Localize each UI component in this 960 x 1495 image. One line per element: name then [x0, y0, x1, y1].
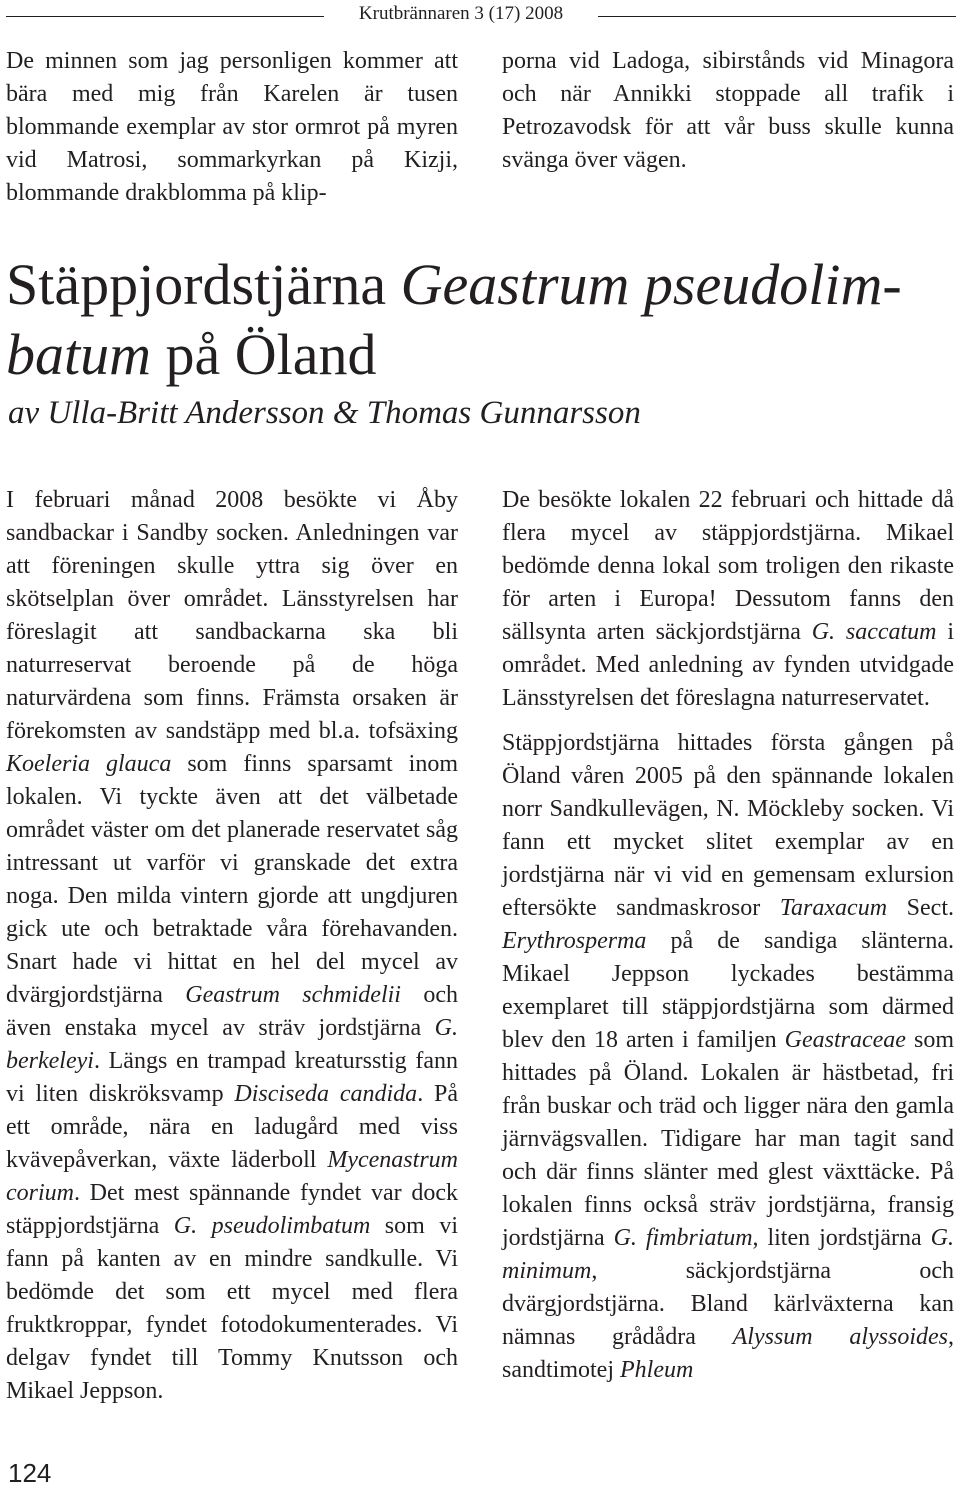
species-name: Taraxacum [779, 895, 888, 921]
article-column-right [502, 484, 954, 1387]
title-scientific-name-part-2: batum [6, 322, 151, 387]
species-name: Erythrosperma [502, 928, 647, 954]
header-rule-right [598, 16, 956, 17]
text-run: som vi fann på kanten av en mindre sandkulle. Vi bedömde det som ett mycel med flera fruktkroppar, fyndet fotodokumenterades. Vi delgav fyndet till Tommy Knutsson och Mikael Jeppson. [6, 1213, 458, 1404]
text-run: i området. Med anledning av fynden utvidgade Länsstyrelsen det föreslagna naturreservatet. [502, 619, 955, 711]
header-rule-left [6, 16, 324, 17]
article-byline: av Ulla-Britt Andersson & Thomas Gunnarsson [8, 395, 641, 431]
title-common-name: Stäppjordstjärna [6, 252, 401, 317]
text-run: som finns sparsamt inom lokalen. Vi tyckte även att det välbetade området väster om det planerade reservatet såg intressant ut varför vi granskade det extra noga. Den milda vintern gjorde att ungdjuren gick ute och betraktade våra förehavanden. Snart hade vi hittat en hel del mycel av dvärgjordstjärna [6, 751, 459, 1008]
species-name: Alyssum alyssoides [732, 1324, 948, 1350]
species-name: Phleum [619, 1357, 694, 1383]
species-name: G. minimum [502, 1225, 954, 1284]
previous-article-paragraph-right: porna vid Ladoga, sibirstånds vid Minagora och när Annikki stoppade all trafik i Petrozavodsk för att vår buss skulle kunna svänga över vägen. [502, 48, 954, 173]
species-name: Disciseda candida [234, 1081, 418, 1107]
text-run: . Längs en trampad kreatursstig fann vi liten diskröksvamp [6, 1048, 458, 1107]
text-run: , liten jordstjärna [752, 1225, 931, 1251]
text-run: Sect. [887, 895, 955, 921]
text-run: I februari månad 2008 besökte vi Åby sandbackar i Sandby socken. Anledningen var att föreningen skulle yttra sig över en skötselplan över området. Länsstyrelsen har föreslagit att sandbackarna ska bli naturreservat beroende på de höga naturvärdena som finns. Främsta orsaken är förekomsten av sandstäpp med bl.a. tofsäxing [6, 487, 458, 744]
text-run: . På ett område, nära en ladugård med viss kvävepåverkan, växte läderboll [6, 1081, 458, 1173]
text-run: och även enstaka mycel av sträv jordstjärna [6, 982, 459, 1041]
article-paragraph-2 [502, 484, 954, 715]
text-run: på de sandiga slänterna. Mikael Jeppson lyckades bestämma exemplaret till stäppjordstjärna som därmed blev den 18 arten i familjen [502, 928, 954, 1053]
text-run: som hittades på Öland. Lokalen är hästbetad, fri från buskar och träd och ligger nära den gamla järnvägsvallen. Tidigare har man tagit sand och där finns slänter med glest växttäcke. På lokalen finns också sträv jordstjärna, fransig jordstjärna [502, 1027, 954, 1251]
article-title [6, 250, 956, 390]
previous-article-column-right [502, 45, 954, 177]
species-name: G. berkeleyi [6, 1015, 458, 1074]
species-name: Geastraceae [784, 1027, 906, 1053]
text-run: , sandtimotej [502, 1324, 954, 1383]
article-paragraph-3 [502, 727, 954, 1387]
page-number: 124 [8, 1458, 52, 1488]
text-run: Stäppjordstjärna hittades första gången på Öland våren 2005 på den spännande lokalen norr Sandkullevägen, N. Möckleby socken. Vi fann ett mycket slitet exemplar av en jordstjärna när vi vid en gemensam exlursion eftersökte sandmaskrosor [502, 730, 954, 921]
species-name: G. pseudolimbatum [173, 1213, 371, 1239]
title-location: på Öland [151, 322, 377, 387]
article-paragraph-1 [6, 484, 458, 1408]
text-run: De besökte lokalen 22 februari och hittade då flera mycel av stäppjordstjärna. Mikael bedömde denna lokal som troligen den rikaste för arten i Europa! Dessutom fanns den sällsynta arten säckjordstjärna [502, 487, 954, 645]
text-run: . Det mest spännande fyndet var dock stäppjordstjärna [6, 1180, 458, 1239]
page-header [0, 0, 960, 30]
species-name: Mycenastrum corium [6, 1147, 458, 1206]
text-run: , säckjordstjärna och dvärgjordstjärna. Bland kärlväxterna kan nämnas grådådra [502, 1258, 954, 1350]
running-title: Krutbrännaren 3 (17) 2008 [358, 3, 564, 24]
previous-article-paragraph-left: De minnen som jag personligen kommer att bära med mig från Karelen är tusen blommande exemplar av stor ormrot på myren vid Matrosi, sommarkyrkan på Kizji, blommande drakblomma på klip- [6, 48, 458, 206]
species-name: Geastrum schmidelii [185, 982, 401, 1008]
article-column-left [6, 484, 458, 1408]
species-name: G. fimbriatum [613, 1225, 753, 1251]
previous-article-column-left [6, 45, 458, 210]
species-name: G. saccatum [811, 619, 937, 645]
title-scientific-name-part-1: Geastrum pseudolim- [400, 252, 902, 317]
species-name: Koeleria glauca [6, 751, 172, 777]
